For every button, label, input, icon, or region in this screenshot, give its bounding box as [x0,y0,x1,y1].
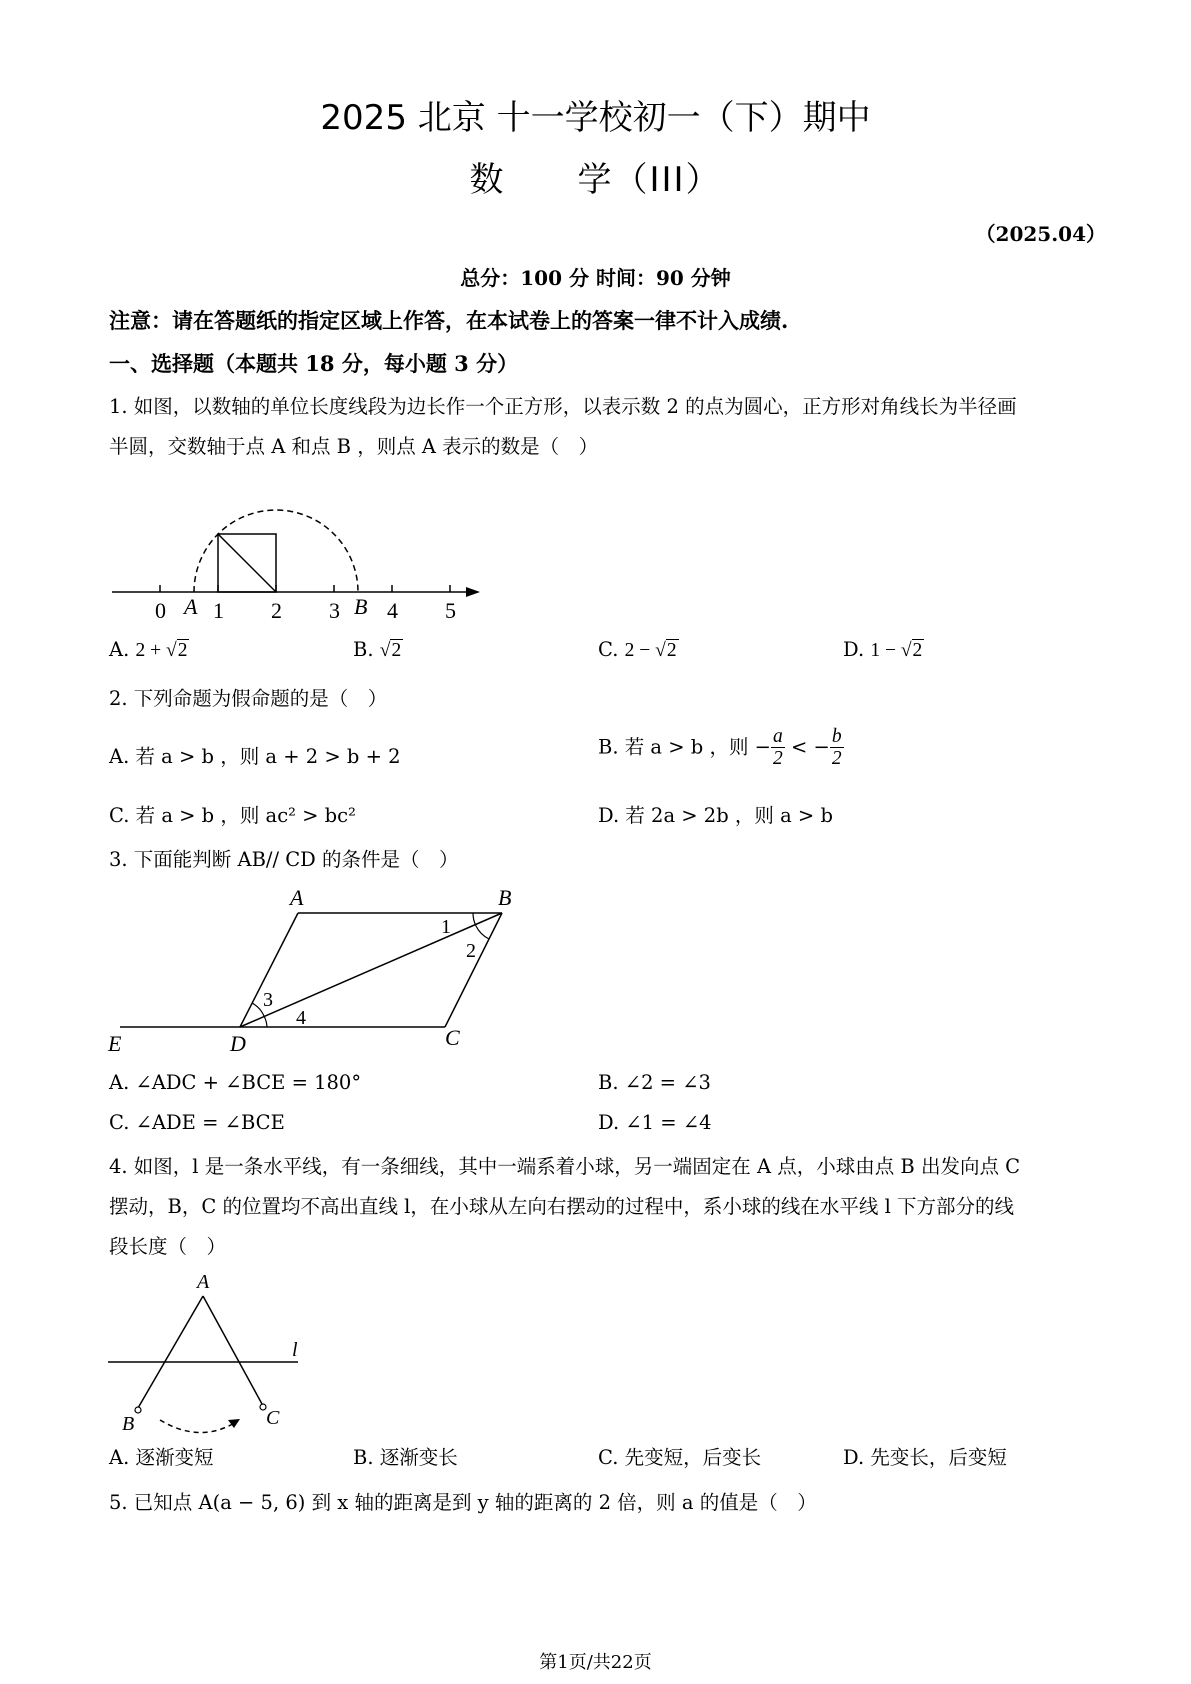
q3-option-a[interactable]: A. ∠ADC + ∠BCE = 180° [109,1071,362,1094]
q4-option-b[interactable]: B. 逐渐变长 [353,1446,458,1469]
q3-option-b[interactable]: B. ∠2 = ∠3 [598,1071,711,1094]
q4-line3: 段长度（ ） [109,1235,227,1258]
ball-B [135,1407,141,1413]
label-B: B [354,594,368,619]
q2-option-c[interactable]: C. 若 a > b ，则 ac² > bc² [109,804,356,827]
q1-option-c[interactable]: C. 2 − √2 [598,638,677,661]
q4-option-c[interactable]: C. 先变短，后变长 [598,1446,762,1469]
notice: 注意：请在答题纸的指定区域上作答，在本试卷上的答案一律不计入成绩. [109,308,789,333]
swing-path [160,1420,236,1433]
label-l: l [292,1339,298,1361]
q1-line2: 半圆，交数轴于点 A 和点 B ，则点 A 表示的数是（ ） [109,435,599,458]
q4-option-a[interactable]: A. 逐渐变短 [109,1446,214,1469]
q3-option-c[interactable]: C. ∠ADE = ∠BCE [109,1111,285,1134]
angle-3: 3 [263,989,273,1011]
label-A: A [197,1271,210,1293]
label-A: A [290,885,304,910]
q3-stem: 3. 下面能判断 AB// CD 的条件是（ ） [109,848,459,871]
segment-BC [445,913,502,1027]
angle-4: 4 [296,1007,306,1029]
label-4: 4 [387,598,398,623]
label-5: 5 [445,598,456,623]
label-C: C [266,1407,280,1429]
q2-stem: 2. 下列命题为假命题的是（ ） [109,687,388,710]
page-number: 第1页/共22页 [539,1652,652,1673]
label-C: C [445,1025,460,1050]
q1-option-b[interactable]: B. √2 [353,638,402,661]
string-to-B [138,1296,203,1408]
q1-option-d[interactable]: D. 1 − √2 [843,638,923,661]
swing-arrow [228,1419,240,1428]
square-diagonal [218,534,276,592]
label-2: 2 [271,598,282,623]
label-B: B [498,885,512,910]
label-B: B [122,1413,135,1435]
q2-option-a[interactable]: A. 若 a > b ，则 a + 2 > b + 2 [109,745,401,768]
label-A: A [184,594,198,619]
q2-option-b[interactable]: B. 若 a > b ，则 − $\frac{a}{2}$ < − $\frac{b}{2}$ [598,726,842,770]
q3-figure [100,885,530,1055]
q1-option-a[interactable]: A. 2 + √2 [109,638,188,661]
label-E: E [108,1031,122,1056]
q1-line1: 1. 如图，以数轴的单位长度线段为边长作一个正方形，以表示数 2 的点为圆心，正方形对角线长为半径画 [109,395,1017,418]
string-to-C [203,1296,262,1404]
angle-1: 1 [441,916,451,938]
q3-option-d[interactable]: D. ∠1 = ∠4 [598,1111,712,1134]
q4-line2: 摆动，B，C 的位置均不高出直线 l，在小球从左向右摆动的过程中，系小球的线在水平线 l 下方部分的线 [109,1195,1015,1218]
q4-figure [100,1270,330,1440]
label-3: 3 [329,598,340,623]
q4-line1: 4. 如图，l 是一条水平线，有一条细线，其中一端系着小球，另一端固定在 A 点，小球由点 B 出发向点 C [109,1155,1021,1178]
label-D: D [230,1031,246,1056]
q5-stem: 5. 已知点 A(a − 5, 6) 到 x 轴的距离是到 y 轴的距离的 2 倍，则 a 的值是（ ） [109,1491,817,1514]
score-time: 总分：100 分 时间：90 分钟 [460,266,731,290]
label-1: 1 [213,598,224,623]
q2-option-d[interactable]: D. 若 2a > 2b ，则 a > b [598,804,833,827]
label-0: 0 [155,598,166,623]
angle-2: 2 [466,940,476,962]
axis-arrow [466,587,480,597]
exam-subject: 数 学（III） [469,160,722,200]
exam-title: 2025 北京 十一学校初一（下）期中 [320,98,871,138]
segment-BD [240,913,502,1027]
q1-figure [100,490,500,623]
section-heading: 一、选择题（本题共 18 分，每小题 3 分） [109,351,519,376]
q4-option-d[interactable]: D. 先变长，后变短 [843,1446,1007,1469]
exam-date: （2025.04） [975,222,1106,246]
